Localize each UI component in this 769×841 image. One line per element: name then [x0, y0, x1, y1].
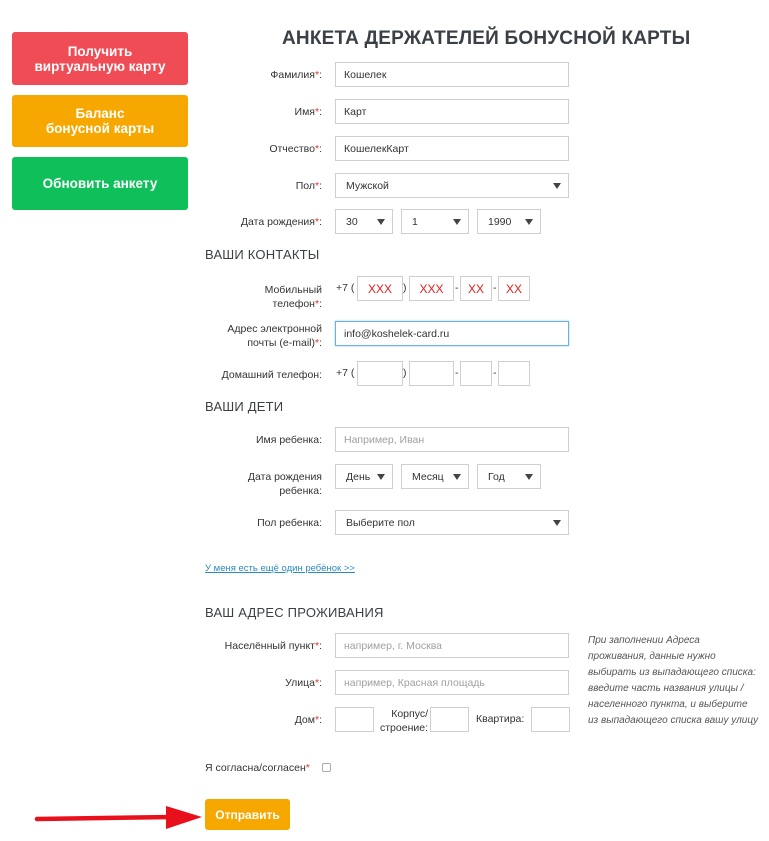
gender-select[interactable]: Мужской	[335, 173, 569, 198]
birthdate-label: Дата рождения*:	[240, 216, 322, 228]
chevron-down-icon	[453, 219, 461, 225]
mobile-part3-input[interactable]: XX	[498, 276, 530, 301]
house-label: Дом*:	[294, 714, 322, 726]
consent-label: Я согласна/согласен*	[205, 762, 310, 774]
city-input[interactable]: например, г. Москва	[335, 633, 569, 658]
child-year-select[interactable]: Год	[477, 464, 541, 489]
birth-day-select[interactable]: 30	[335, 209, 393, 234]
chevron-down-icon	[377, 219, 385, 225]
surname-input[interactable]: Кошелек	[335, 62, 569, 87]
submit-button[interactable]: Отправить	[205, 799, 290, 830]
apartment-input[interactable]	[531, 707, 570, 732]
page-title: АНКЕТА ДЕРЖАТЕЛЕЙ БОНУСНОЙ КАРТЫ	[282, 28, 691, 49]
patronymic-input[interactable]: КошелекКарт	[335, 136, 569, 161]
gender-label: Пол*:	[295, 180, 322, 192]
child-gender-label: Пол ребенка:	[257, 517, 322, 529]
address-hint: При заполнении Адреса проживания, данные нужно выбирать из выпадающего списка: введите часть названия улицы / населенного пункта, и выберите из выпадающего списка вашу улицу	[588, 635, 759, 726]
surname-label: Фамилия*:	[270, 69, 322, 81]
address-heading: ВАШ АДРЕС ПРОЖИВАНИЯ	[205, 605, 384, 620]
paren-close: )	[403, 367, 407, 379]
chevron-down-icon	[553, 183, 561, 189]
mobile-phone-label: Мобильный телефон*:	[264, 284, 322, 310]
phone-prefix: +7 (	[336, 367, 355, 379]
home-phone-label: Домашний телефон:	[221, 369, 322, 381]
house-input[interactable]	[335, 707, 374, 732]
birth-month-select[interactable]: 1	[401, 209, 469, 234]
name-input[interactable]: Карт	[335, 99, 569, 124]
child-birth-label: Дата рождения ребенка:	[247, 471, 322, 497]
chevron-down-icon	[377, 474, 385, 480]
add-child-link[interactable]: У меня есть ещё один ребёнок >>	[205, 563, 355, 574]
mobile-part1-input[interactable]: XXX	[409, 276, 454, 301]
card-balance-button[interactable]: Баланс бонусной карты	[12, 95, 188, 147]
patronymic-label: Отчество*:	[269, 143, 322, 155]
email-label: Адрес электронной почты (e-mail)*:	[227, 323, 322, 349]
consent-checkbox[interactable]	[322, 763, 331, 772]
birth-year-select[interactable]: 1990	[477, 209, 541, 234]
chevron-down-icon	[525, 474, 533, 480]
dash-separator: -	[493, 367, 497, 379]
get-virtual-card-button[interactable]: Получить виртуальную карту	[12, 32, 188, 85]
update-form-button[interactable]: Обновить анкету	[12, 157, 188, 210]
child-name-label: Имя ребенка:	[255, 434, 322, 446]
street-input[interactable]: например, Красная площадь	[335, 670, 569, 695]
street-label: Улица*:	[285, 677, 322, 689]
child-day-select[interactable]: День	[335, 464, 393, 489]
phone-prefix: +7 (	[336, 282, 355, 294]
mobile-code-input[interactable]: XXX	[357, 276, 403, 301]
contacts-heading: ВАШИ КОНТАКТЫ	[205, 247, 320, 262]
paren-close: )	[403, 282, 407, 294]
name-label: Имя*:	[294, 106, 322, 118]
home-code-input[interactable]	[357, 361, 403, 386]
child-name-input[interactable]: Например, Иван	[335, 427, 569, 452]
building-input[interactable]	[430, 707, 469, 732]
dash-separator: -	[455, 282, 459, 294]
home-part3-input[interactable]	[498, 361, 530, 386]
child-gender-select[interactable]: Выберите пол	[335, 510, 569, 535]
home-part2-input[interactable]	[460, 361, 492, 386]
home-part1-input[interactable]	[409, 361, 454, 386]
children-heading: ВАШИ ДЕТИ	[205, 399, 284, 414]
building-label: Корпус/ строение:	[380, 708, 428, 734]
dash-separator: -	[493, 282, 497, 294]
city-label: Населённый пункт*:	[224, 640, 322, 652]
mobile-part2-input[interactable]: XX	[460, 276, 492, 301]
chevron-down-icon	[525, 219, 533, 225]
chevron-down-icon	[453, 474, 461, 480]
red-arrow-icon	[34, 804, 204, 832]
chevron-down-icon	[553, 520, 561, 526]
apartment-label: Квартира:	[476, 713, 525, 725]
email-input[interactable]: info@koshelek-card.ru	[335, 321, 569, 346]
child-month-select[interactable]: Месяц	[401, 464, 469, 489]
dash-separator: -	[455, 367, 459, 379]
